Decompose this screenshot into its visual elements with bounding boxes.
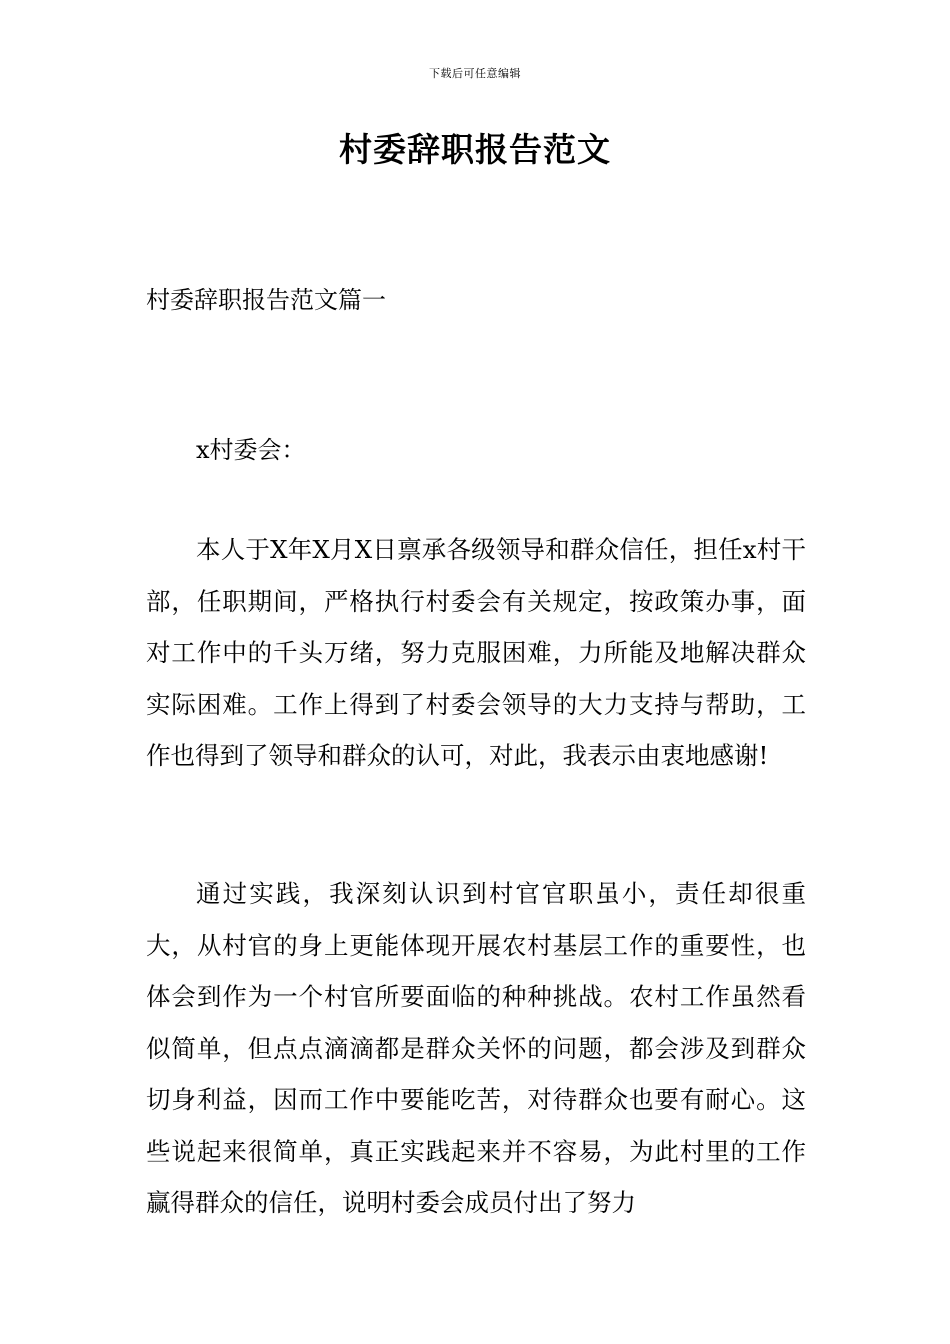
salutation: x村委会： (196, 436, 306, 464)
body-paragraph-2: 通过实践，我深刻认识到村官官职虽小，责任却很重大，从村官的身上更能体现开展农村基层工作的重要性，也体会到作为一个村官所要面临的种种挑战。农村工作虽然看似简单，但点点滴滴都是群众关怀的问题，都会涉及到群众切身利益，因而工作中要能吃苦，对待群众也要有耐心。这些说起来很简单，真正实践起来并不容易，为此村里的工作赢得群众的信任，说明村委会成员付出了努力 (146, 879, 806, 1217)
header-note: 下载后可任意编辑 (429, 67, 521, 80)
document-title: 村委辞职报告范文 (339, 130, 611, 169)
body-paragraph-1: 本人于X年X月X日禀承各级领导和群众信任，担任x村干部，任职期间，严格执行村委会有关规定，按政策办事，面对工作中的千头万绪，努力克服困难，力所能及地解决群众实际困难。工作上得到了村委会领导的大力支持与帮助，工作也得到了领导和群众的认可，对此，我表示由衷地感谢! (146, 535, 806, 770)
section-heading: 村委辞职报告范文篇一 (146, 286, 386, 314)
